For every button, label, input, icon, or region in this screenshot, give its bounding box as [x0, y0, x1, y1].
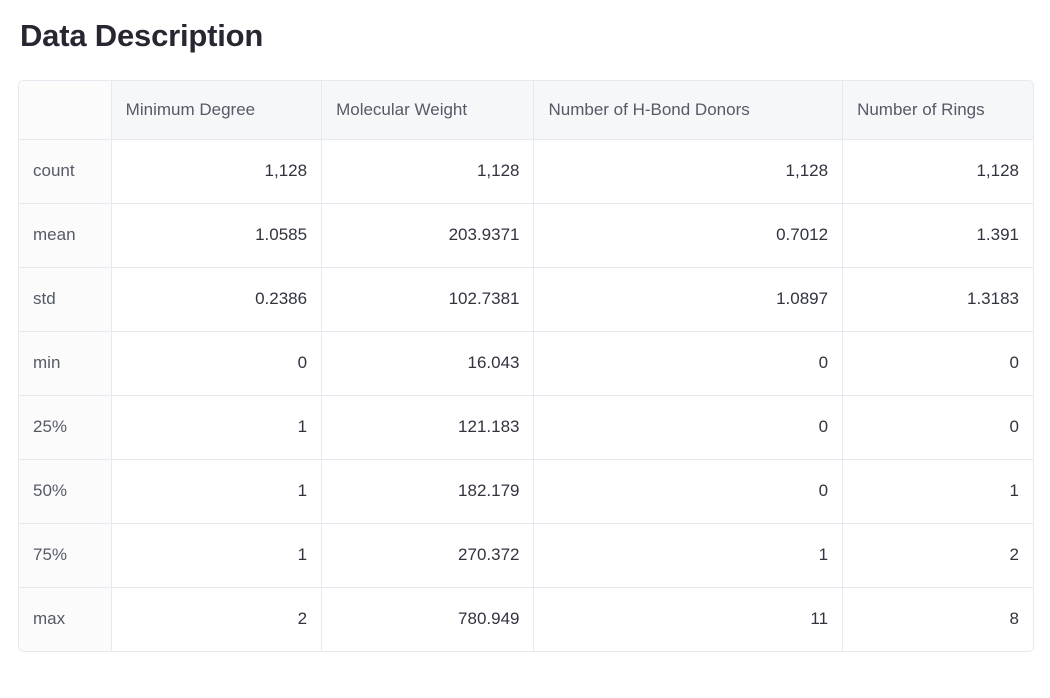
cell-mean-h-bond-donors: 0.7012 — [534, 203, 843, 267]
cell-max-h-bond-donors: 11 — [534, 587, 843, 651]
table-row — [19, 523, 1033, 587]
data-description-table-container — [18, 80, 1034, 652]
table-row — [19, 139, 1033, 203]
row-header-count: count — [19, 139, 111, 203]
column-header-minimum-degree: Minimum Degree — [111, 81, 321, 140]
table-header-row — [19, 81, 1033, 140]
table-row — [19, 331, 1033, 395]
cell-std-minimum-degree: 0.2386 — [111, 267, 321, 331]
table-corner-cell — [19, 81, 111, 140]
table-row — [19, 395, 1033, 459]
table-body — [19, 139, 1033, 651]
column-header-molecular-weight: Molecular Weight — [322, 81, 534, 140]
cell-75-minimum-degree: 1 — [111, 523, 321, 587]
row-header-mean: mean — [19, 203, 111, 267]
cell-25-minimum-degree: 1 — [111, 395, 321, 459]
cell-75-h-bond-donors: 1 — [534, 523, 843, 587]
row-header-max: max — [19, 587, 111, 651]
cell-25-number-of-rings: 0 — [843, 395, 1033, 459]
cell-50-minimum-degree: 1 — [111, 459, 321, 523]
table-row — [19, 587, 1033, 651]
cell-min-h-bond-donors: 0 — [534, 331, 843, 395]
table-row — [19, 203, 1033, 267]
row-header-50-percent: 50% — [19, 459, 111, 523]
row-header-min: min — [19, 331, 111, 395]
cell-max-minimum-degree: 2 — [111, 587, 321, 651]
cell-count-number-of-rings: 1,128 — [843, 139, 1033, 203]
cell-count-minimum-degree: 1,128 — [111, 139, 321, 203]
cell-max-molecular-weight: 780.949 — [322, 587, 534, 651]
cell-75-molecular-weight: 270.372 — [322, 523, 534, 587]
column-header-number-of-h-bond-donors: Number of H-Bond Donors — [534, 81, 843, 140]
cell-std-number-of-rings: 1.3183 — [843, 267, 1033, 331]
table-row — [19, 459, 1033, 523]
page-title: Data Description — [20, 18, 264, 53]
cell-mean-number-of-rings: 1.391 — [843, 203, 1033, 267]
cell-count-molecular-weight: 1,128 — [322, 139, 534, 203]
cell-50-h-bond-donors: 0 — [534, 459, 843, 523]
row-header-std: std — [19, 267, 111, 331]
column-header-number-of-rings: Number of Rings — [843, 81, 1033, 140]
cell-min-molecular-weight: 16.043 — [322, 331, 534, 395]
cell-25-h-bond-donors: 0 — [534, 395, 843, 459]
cell-min-number-of-rings: 0 — [843, 331, 1033, 395]
row-header-75-percent: 75% — [19, 523, 111, 587]
table-header — [19, 81, 1033, 140]
cell-50-molecular-weight: 182.179 — [322, 459, 534, 523]
table-row — [19, 267, 1033, 331]
cell-std-molecular-weight: 102.7381 — [322, 267, 534, 331]
cell-count-h-bond-donors: 1,128 — [534, 139, 843, 203]
cell-std-h-bond-donors: 1.0897 — [534, 267, 843, 331]
data-description-table — [19, 81, 1033, 651]
cell-75-number-of-rings: 2 — [843, 523, 1033, 587]
cell-min-minimum-degree: 0 — [111, 331, 321, 395]
row-header-25-percent: 25% — [19, 395, 111, 459]
cell-25-molecular-weight: 121.183 — [322, 395, 534, 459]
cell-mean-minimum-degree: 1.0585 — [111, 203, 321, 267]
cell-mean-molecular-weight: 203.9371 — [322, 203, 534, 267]
cell-50-number-of-rings: 1 — [843, 459, 1033, 523]
cell-max-number-of-rings: 8 — [1009, 609, 1019, 629]
